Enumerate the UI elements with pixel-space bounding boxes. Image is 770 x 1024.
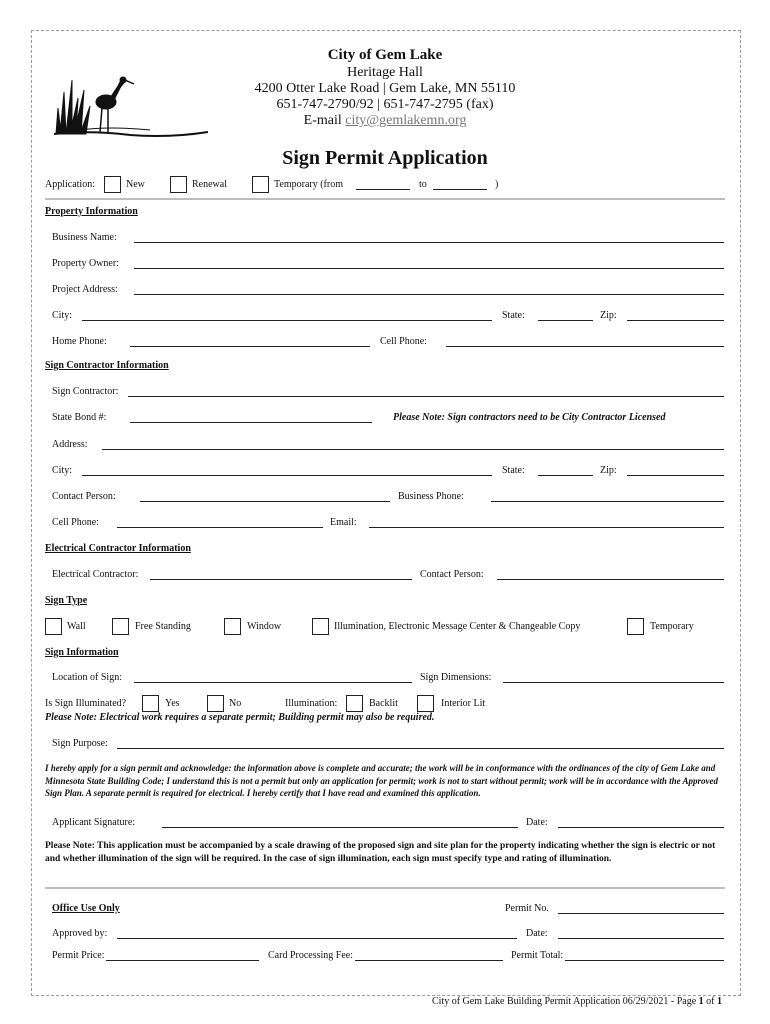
contractor-license-note: Please Note: Sign contractors need to be City Contractor Licensed — [393, 412, 666, 423]
footer-page-total: 1 — [716, 996, 722, 1007]
card-fee-label: Card Processing Fee: — [268, 950, 353, 961]
contact-person-label: Contact Person: — [52, 491, 116, 502]
signature-date-field[interactable] — [558, 827, 724, 828]
business-phone-field[interactable] — [491, 501, 724, 502]
office-date-field[interactable] — [558, 938, 724, 939]
divider — [45, 887, 725, 889]
state-bond-field[interactable] — [130, 422, 372, 423]
property-owner-field[interactable] — [134, 268, 724, 269]
sign-dimensions-field[interactable] — [503, 682, 724, 683]
contractor-zip-label: Zip: — [600, 465, 617, 476]
permit-total-field[interactable] — [565, 960, 724, 961]
sign-location-field[interactable] — [134, 682, 412, 683]
city-phone: 651-747-2790/92 | 651-747-2795 (fax) — [276, 97, 494, 112]
sign-type-illumination-checkbox[interactable] — [312, 618, 329, 635]
sign-info-heading: Sign Information — [45, 647, 119, 658]
page-footer — [432, 996, 722, 1007]
contractor-heading: Sign Contractor Information — [45, 360, 169, 371]
contractor-city-field[interactable] — [82, 475, 492, 476]
illumination-interior-label: Interior Lit — [441, 698, 486, 709]
office-heading: Office Use Only — [52, 903, 120, 914]
sign-purpose-field[interactable] — [117, 748, 724, 749]
sign-type-wall-label: Wall — [67, 621, 86, 632]
application-to-label: to — [419, 179, 427, 190]
state-bond-label: State Bond #: — [52, 412, 107, 423]
contractor-cell-label: Cell Phone: — [52, 517, 99, 528]
footer-of: of — [703, 996, 717, 1007]
card-fee-field[interactable] — [355, 960, 503, 961]
illumination-interior-checkbox[interactable] — [417, 695, 434, 712]
sign-type-free-standing-checkbox[interactable] — [112, 618, 129, 635]
approved-by-label: Approved by: — [52, 928, 108, 939]
contractor-state-field[interactable] — [538, 475, 593, 476]
property-cell-label: Cell Phone: — [380, 336, 427, 347]
contractor-address-label: Address: — [52, 439, 88, 450]
sign-contractor-label: Sign Contractor: — [52, 386, 119, 397]
application-new-checkbox[interactable] — [104, 176, 121, 193]
signature-date-label: Date: — [526, 817, 548, 828]
email-link[interactable]: city@gemlakemn.org — [345, 113, 467, 128]
contact-person-field[interactable] — [140, 501, 390, 502]
sign-type-temporary-label: Temporary — [650, 621, 694, 632]
property-zip-label: Zip: — [600, 310, 617, 321]
home-phone-label: Home Phone: — [52, 336, 107, 347]
drawing-requirement-note: Please Note: This application must be accompanied by a scale drawing of the proposed sign and site plan for the property indicating whether the sign is electric or not and whether illumination of the sign will be required. In the case of sign illumination, each sign must specify type and rating of illumination. — [45, 841, 716, 864]
property-state-label: State: — [502, 310, 525, 321]
temporary-to-field[interactable] — [433, 189, 487, 190]
property-state-field[interactable] — [538, 320, 593, 321]
permit-no-label: Permit No. — [505, 903, 549, 914]
business-name-field[interactable] — [134, 242, 724, 243]
electrical-contractor-label: Electrical Contractor: — [52, 569, 139, 580]
illumination-backlit-label: Backlit — [369, 698, 398, 709]
sign-type-free-standing-label: Free Standing — [135, 621, 191, 632]
home-phone-field[interactable] — [130, 346, 370, 347]
sign-location-label: Location of Sign: — [52, 672, 122, 683]
sign-type-wall-checkbox[interactable] — [45, 618, 62, 635]
email-label: E-mail — [303, 113, 346, 128]
office-date-label: Date: — [526, 928, 548, 939]
illuminated-no-checkbox[interactable] — [207, 695, 224, 712]
project-address-field[interactable] — [134, 294, 724, 295]
footer-page-number: 1 — [698, 996, 704, 1007]
illumination-label: Illumination: — [285, 698, 338, 709]
email-row — [0, 113, 770, 129]
contractor-state-label: State: — [502, 465, 525, 476]
business-phone-label: Business Phone: — [398, 491, 464, 502]
property-zip-field[interactable] — [627, 320, 724, 321]
business-name-label: Business Name: — [52, 232, 117, 243]
applicant-signature-field[interactable] — [162, 827, 518, 828]
property-owner-label: Property Owner: — [52, 258, 119, 269]
illuminated-yes-checkbox[interactable] — [142, 695, 159, 712]
declaration-text: I hereby apply for a sign permit and acknowledge: the information above is complete and accurate; the work will be in conformance with the ordinances of the city of Gem Lake and Minnesota State Building Code; I understand this is not a permit but only an application for permit; work is not to start without permit; work will be in accordance with the Approved Sign Plan. A separate permit is required for electrical. I hereby certify that I have read and examined this application. — [45, 763, 719, 798]
sign-type-window-checkbox[interactable] — [224, 618, 241, 635]
property-city-label: City: — [52, 310, 73, 321]
contractor-email-label: Email: — [330, 517, 357, 528]
permit-price-field[interactable] — [106, 960, 259, 961]
page-title: Sign Permit Application — [282, 147, 488, 169]
application-renewal-label: Renewal — [192, 179, 227, 190]
city-address: 4200 Otter Lake Road | Gem Lake, MN 55110 — [254, 81, 516, 96]
project-address-label: Project Address: — [52, 284, 118, 295]
application-temporary-label: Temporary (from — [274, 179, 343, 190]
electrical-contact-field[interactable] — [497, 579, 724, 580]
contractor-email-field[interactable] — [369, 527, 724, 528]
application-label: Application: — [45, 179, 95, 190]
approved-by-field[interactable] — [117, 938, 517, 939]
contractor-address-field[interactable] — [102, 449, 724, 450]
permit-total-label: Permit Total: — [511, 950, 564, 961]
electrical-contact-label: Contact Person: — [420, 569, 484, 580]
application-close-paren: ) — [495, 179, 499, 190]
application-new-label: New — [126, 179, 145, 190]
sign-type-illumination-label: Illumination, Electronic Message Center & Changeable Copy — [334, 621, 581, 632]
divider — [45, 198, 725, 200]
contractor-city-label: City: — [52, 465, 73, 476]
sign-dimensions-label: Sign Dimensions: — [420, 672, 492, 683]
property-cell-field[interactable] — [446, 346, 724, 347]
sign-contractor-field[interactable] — [128, 396, 724, 397]
permit-no-field[interactable] — [558, 913, 724, 914]
applicant-signature-label: Applicant Signature: — [52, 817, 136, 828]
illumination-backlit-checkbox[interactable] — [346, 695, 363, 712]
sign-type-heading: Sign Type — [45, 595, 88, 606]
electrical-contractor-field[interactable] — [150, 579, 412, 580]
permit-price-label: Permit Price: — [52, 950, 105, 961]
illuminated-yes-label: Yes — [165, 698, 180, 709]
application-renewal-checkbox[interactable] — [170, 176, 187, 193]
contractor-zip-field[interactable] — [627, 475, 724, 476]
sign-type-temporary-checkbox[interactable] — [627, 618, 644, 635]
electrical-heading: Electrical Contractor Information — [45, 543, 191, 554]
contractor-cell-field[interactable] — [117, 527, 323, 528]
city-name: City of Gem Lake — [327, 47, 443, 63]
temporary-from-field[interactable] — [356, 189, 410, 190]
hall-name: Heritage Hall — [347, 65, 423, 80]
application-temporary-checkbox[interactable] — [252, 176, 269, 193]
electrical-permit-note: Please Note: Electrical work requires a separate permit; Building permit may also be required. — [45, 712, 435, 723]
footer-text: City of Gem Lake Building Permit Application 06/29/2021 - Page — [432, 996, 699, 1007]
illuminated-no-label: No — [229, 698, 242, 709]
property-city-field[interactable] — [82, 320, 492, 321]
property-heading: Property Information — [45, 206, 138, 217]
sign-purpose-label: Sign Purpose: — [52, 738, 108, 749]
illuminated-question: Is Sign Illuminated? — [45, 698, 127, 709]
sign-type-window-label: Window — [247, 621, 282, 632]
